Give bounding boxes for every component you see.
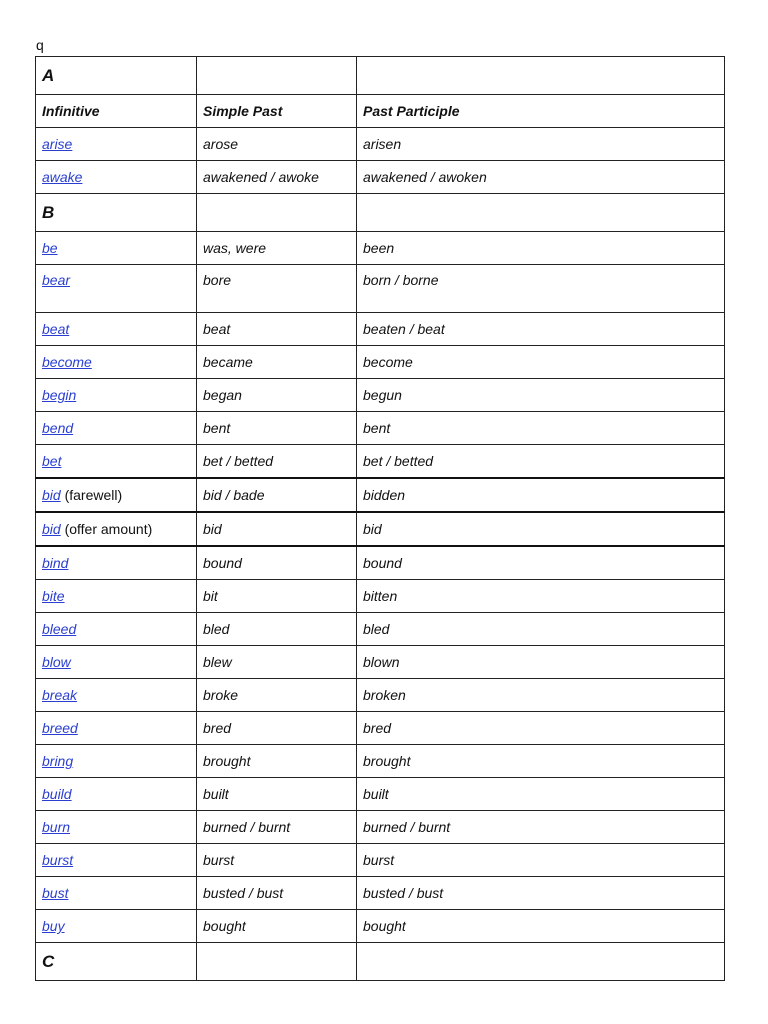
verb-link[interactable]: become xyxy=(42,354,92,370)
column-header-infinitive: Infinitive xyxy=(36,95,197,128)
past-participle-cell: become xyxy=(357,346,725,379)
verb-note: (farewell) xyxy=(60,487,123,503)
table-row xyxy=(36,512,725,546)
simple-past-cell: began xyxy=(197,379,357,412)
past-participle-cell: bitten xyxy=(357,580,725,613)
table-row xyxy=(36,910,725,943)
simple-past-cell: burned / burnt xyxy=(197,811,357,844)
simple-past-cell: busted / bust xyxy=(197,877,357,910)
simple-past-cell: was, were xyxy=(197,232,357,265)
past-participle-cell: born / borne xyxy=(357,265,725,313)
column-header-row xyxy=(36,95,725,128)
simple-past-cell: bore xyxy=(197,265,357,313)
past-participle-cell: been xyxy=(357,232,725,265)
verb-link[interactable]: build xyxy=(42,786,72,802)
table-row xyxy=(36,580,725,613)
simple-past-cell: bet / betted xyxy=(197,445,357,479)
simple-past-cell: bred xyxy=(197,712,357,745)
past-participle-cell: bred xyxy=(357,712,725,745)
verb-link[interactable]: bust xyxy=(42,885,69,901)
verb-link[interactable]: bind xyxy=(42,555,69,571)
table-row xyxy=(36,844,725,877)
table-row xyxy=(36,265,725,313)
verb-link[interactable]: breed xyxy=(42,720,78,736)
verb-link[interactable]: be xyxy=(42,240,58,256)
past-participle-cell: burst xyxy=(357,844,725,877)
verb-link[interactable]: bring xyxy=(42,753,74,769)
simple-past-cell: arose xyxy=(197,128,357,161)
section-header-c xyxy=(36,943,725,981)
past-participle-cell: burned / burnt xyxy=(357,811,725,844)
past-participle-cell: arisen xyxy=(357,128,725,161)
past-participle-cell: bought xyxy=(357,910,725,943)
column-header-past-participle: Past Participle xyxy=(357,95,725,128)
table-row xyxy=(36,646,725,679)
verb-link[interactable]: burst xyxy=(42,852,74,868)
column-header-simple-past: Simple Past xyxy=(197,95,357,128)
simple-past-cell: burst xyxy=(197,844,357,877)
verb-link[interactable]: bid xyxy=(42,521,61,537)
verb-link[interactable]: beat xyxy=(42,321,70,337)
past-participle-cell: bid xyxy=(357,512,725,546)
past-participle-cell: busted / bust xyxy=(357,877,725,910)
simple-past-cell: bought xyxy=(197,910,357,943)
simple-past-cell: bled xyxy=(197,613,357,646)
simple-past-cell: awakened / awoke xyxy=(197,161,357,194)
table-row xyxy=(36,613,725,646)
verb-link[interactable]: burn xyxy=(42,819,71,835)
verb-link[interactable]: bleed xyxy=(42,621,77,637)
past-participle-cell: bent xyxy=(357,412,725,445)
past-participle-cell: bound xyxy=(357,546,725,580)
past-participle-cell: begun xyxy=(357,379,725,412)
verb-link[interactable]: bear xyxy=(42,272,71,288)
simple-past-cell: broke xyxy=(197,679,357,712)
verb-link[interactable]: bid xyxy=(42,487,61,503)
table-row xyxy=(36,412,725,445)
table-row xyxy=(36,778,725,811)
verb-note: (offer amount) xyxy=(60,521,153,537)
verb-link[interactable]: begin xyxy=(42,387,77,403)
table-row xyxy=(36,811,725,844)
table-row xyxy=(36,313,725,346)
table-row xyxy=(36,161,725,194)
verb-link[interactable]: bite xyxy=(42,588,65,604)
simple-past-cell: beat xyxy=(197,313,357,346)
table-row xyxy=(36,478,725,512)
past-participle-cell: bled xyxy=(357,613,725,646)
past-participle-cell: brought xyxy=(357,745,725,778)
simple-past-cell: built xyxy=(197,778,357,811)
verb-link[interactable]: break xyxy=(42,687,78,703)
verb-link[interactable]: blow xyxy=(42,654,71,670)
verb-link[interactable]: arise xyxy=(42,136,73,152)
section-letter: A xyxy=(36,57,197,95)
past-participle-cell: blown xyxy=(357,646,725,679)
simple-past-cell: bent xyxy=(197,412,357,445)
verb-link[interactable]: bend xyxy=(42,420,74,436)
section-letter: B xyxy=(36,194,197,232)
past-participle-cell: awakened / awoken xyxy=(357,161,725,194)
table-row xyxy=(36,128,725,161)
table-row xyxy=(36,546,725,580)
page-mark: q xyxy=(36,37,44,53)
table-row xyxy=(36,877,725,910)
simple-past-cell: bit xyxy=(197,580,357,613)
verb-link[interactable]: bet xyxy=(42,453,62,469)
verb-link[interactable]: buy xyxy=(42,918,65,934)
past-participle-cell: beaten / beat xyxy=(357,313,725,346)
verb-link[interactable]: awake xyxy=(42,169,83,185)
section-header-b xyxy=(36,194,725,232)
simple-past-cell: bid xyxy=(197,512,357,546)
past-participle-cell: built xyxy=(357,778,725,811)
table-row xyxy=(36,712,725,745)
past-participle-cell: bet / betted xyxy=(357,445,725,479)
simple-past-cell: blew xyxy=(197,646,357,679)
table-row xyxy=(36,346,725,379)
table-row xyxy=(36,679,725,712)
section-header-a xyxy=(36,57,725,95)
table-row xyxy=(36,745,725,778)
simple-past-cell: bound xyxy=(197,546,357,580)
simple-past-cell: became xyxy=(197,346,357,379)
past-participle-cell: bidden xyxy=(357,478,725,512)
simple-past-cell: brought xyxy=(197,745,357,778)
table-row xyxy=(36,445,725,479)
simple-past-cell: bid / bade xyxy=(197,478,357,512)
table-row xyxy=(36,379,725,412)
irregular-verbs-table xyxy=(35,56,725,981)
section-letter: C xyxy=(36,943,197,981)
past-participle-cell: broken xyxy=(357,679,725,712)
table-row xyxy=(36,232,725,265)
